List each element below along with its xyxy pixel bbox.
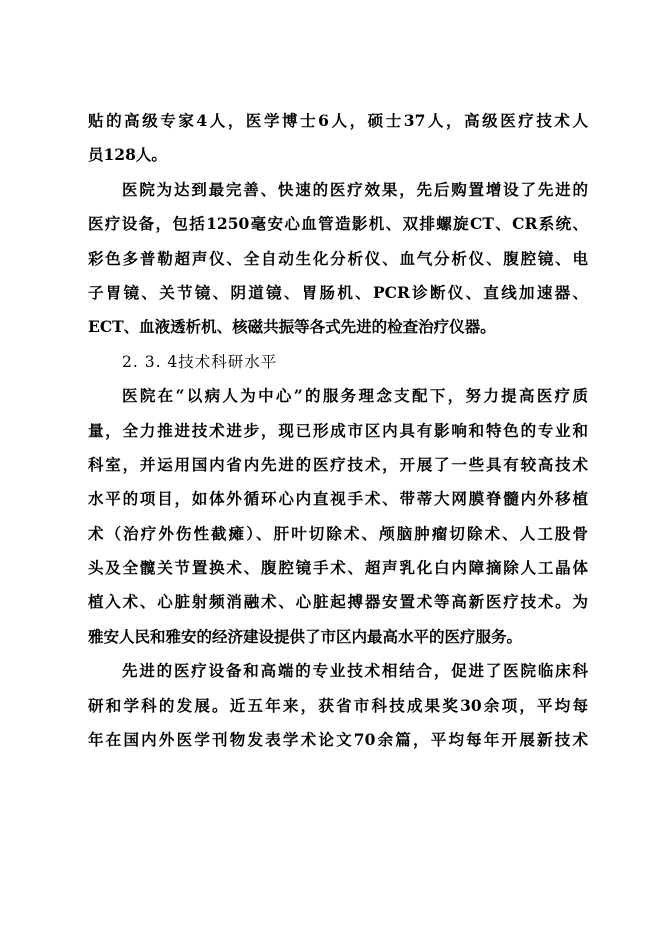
text-line: 贴的高级专家4人，医学博士6人，硕士37人，高级医疗技术人 [88,111,588,130]
text-line: ECT、血液透析机、核磁共振等各式先进的检查治疗仪器。 [88,317,496,337]
text-line: 医疗设备，包括1250毫安心血管造影机、双排螺旋CT、CR系统、 [88,214,588,234]
text-line: 术（治疗外伤性截瘫）、肝叶切除术、颅脑肿瘤切除术、人工股骨 [88,523,588,543]
section-heading: 2. 3. 4技术科研水平 [122,352,278,371]
text-line: 彩色多普勒超声仪、全自动生化分析仪、血气分析仪、腹腔镜、电 [88,248,588,268]
text-line: 先进的医疗设备和高端的专业技术相结合，促进了医院临床科 [122,661,588,681]
text-line: 医院在“以病人为中心”的服务理念支配下，努力提高医疗质 [122,386,588,406]
body-text [88,104,588,757]
text-line: 水平的项目，如体外循环心内直视手术、带蒂大网膜脊髓内外移植 [88,489,588,509]
text-line: 植入术、心脏射频消融术、心脏起搏器安置术等高新医疗技术。为 [88,592,588,612]
text-line: 子胃镜、关节镜、阴道镜、胃肠机、PCR诊断仪、直线加速器、 [88,282,588,302]
text-line: 研和学科的发展。近五年来，获省市科技成果奖30余项，平均每 [88,695,588,715]
text-line: 医院为达到最完善、快速的医疗效果，先后购置增设了先进的 [122,179,588,199]
text-line: 雅安人民和雅安的经济建设提供了市区内最高水平的医疗服务。 [88,626,523,646]
text-line: 员128人。 [88,145,167,165]
text-line: 年在国内外医学刊物发表学术论文70余篇，平均每年开展新技术 [88,730,588,750]
text-line: 量，全力推进技术进步，现已形成市区内具有影响和特色的专业和 [88,420,588,440]
text-line: 头及全髋关节置换术、腹腔镜手术、超声乳化白内障摘除人工晶体 [88,558,588,578]
text-line: 科室，并运用国内省内先进的医疗技术，开展了一些具有较高技术 [88,454,588,474]
